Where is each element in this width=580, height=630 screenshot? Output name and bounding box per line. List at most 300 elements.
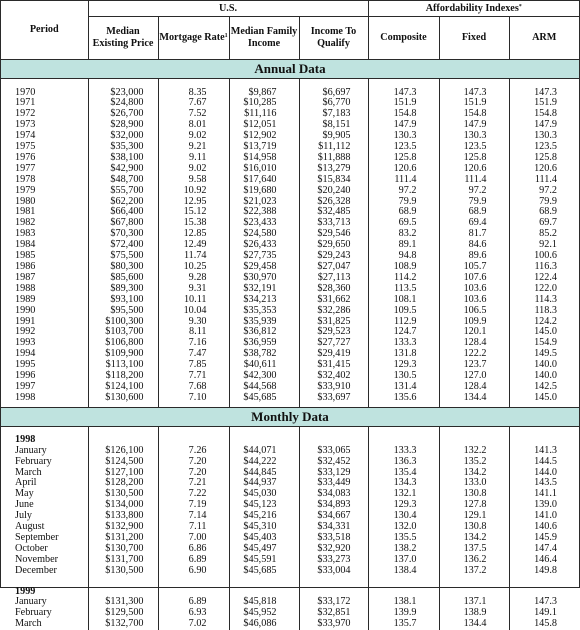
period-cell: May — [15, 488, 34, 500]
mortgage-rate-cell: 7.52 — [158, 109, 229, 120]
mortgage-rate-cell: 11.74 — [158, 251, 229, 262]
spacer-cell — [439, 426, 509, 435]
income-to-qualify-cell: $31,415 — [299, 360, 368, 371]
period-cell: December — [15, 564, 57, 576]
fixed-index-cell: 89.6 — [439, 251, 509, 262]
mortgage-rate-cell: 9.58 — [158, 175, 229, 186]
table-row — [1, 207, 579, 218]
mortgage-rate-cell: 7.14 — [158, 511, 229, 522]
median-family-income-cell: $45,403 — [229, 533, 299, 544]
income-to-qualify-cell: $13,279 — [299, 164, 368, 175]
empty-cell — [158, 587, 229, 598]
monthly-data-section-label: Monthly Data — [1, 407, 579, 426]
composite-index-cell: 154.8 — [368, 109, 439, 120]
table-row — [1, 164, 579, 175]
period-header: Period — [1, 1, 88, 59]
arm-index-cell: 68.9 — [509, 207, 579, 218]
table-row — [1, 120, 579, 131]
composite-index-cell: 131.8 — [368, 349, 439, 360]
median-family-income-cell: $11,116 — [229, 109, 299, 120]
table-row — [1, 597, 579, 608]
period-cell: 1978 — [15, 173, 36, 185]
period-cell: 1983 — [15, 228, 36, 240]
fixed-index-cell: 137.5 — [439, 544, 509, 555]
spacer-cell — [509, 577, 579, 587]
mortgage-rate-footnote-marker: 1 — [224, 32, 228, 39]
fixed-index-cell: 109.9 — [439, 317, 509, 328]
income-to-qualify-cell: $32,452 — [299, 457, 368, 468]
period-cell: 1974 — [15, 130, 36, 142]
arm-index-cell: 100.6 — [509, 251, 579, 262]
arm-index-header: ARM — [509, 16, 579, 59]
spacer-row — [1, 426, 579, 435]
composite-index-cell: 108.9 — [368, 262, 439, 273]
income-to-qualify-cell: $29,523 — [299, 327, 368, 338]
table-row — [1, 98, 579, 109]
arm-index-cell: 149.5 — [509, 349, 579, 360]
composite-index-cell: 134.3 — [368, 478, 439, 489]
spacer-cell — [509, 426, 579, 435]
income-to-qualify-cell: $34,893 — [299, 500, 368, 511]
composite-index-cell: 79.9 — [368, 197, 439, 208]
table-row — [1, 478, 579, 489]
mortgage-rate-cell: 12.95 — [158, 197, 229, 208]
median-family-income-cell: $30,970 — [229, 273, 299, 284]
fixed-index-cell: 128.4 — [439, 382, 509, 393]
median-family-income-cell: $32,191 — [229, 284, 299, 295]
income-to-qualify-cell: $11,112 — [299, 142, 368, 153]
period-cell: 1991 — [15, 315, 36, 327]
income-to-qualify-cell: $32,286 — [299, 306, 368, 317]
income-to-qualify-cell: $26,328 — [299, 197, 368, 208]
period-cell: 1971 — [15, 97, 36, 109]
fixed-index-cell: 103.6 — [439, 295, 509, 306]
arm-index-cell: 151.9 — [509, 98, 579, 109]
median-existing-price-cell: $131,200 — [88, 533, 158, 544]
period-cell: July — [15, 510, 32, 522]
table-row — [1, 88, 579, 99]
median-family-income-cell: $29,458 — [229, 262, 299, 273]
period-cell: September — [15, 531, 59, 543]
mortgage-rate-cell: 9.30 — [158, 317, 229, 328]
mortgage-rate-cell: 8.35 — [158, 88, 229, 99]
fixed-index-cell: 69.4 — [439, 218, 509, 229]
income-to-qualify-cell: $32,851 — [299, 608, 368, 619]
median-family-income-cell: $16,010 — [229, 164, 299, 175]
period-cell: 1979 — [15, 184, 36, 196]
composite-index-cell: 94.8 — [368, 251, 439, 262]
median-existing-price-cell: $24,800 — [88, 98, 158, 109]
period-cell: January — [15, 444, 47, 456]
income-to-qualify-cell: $33,910 — [299, 382, 368, 393]
median-family-income-cell: $12,051 — [229, 120, 299, 131]
table-row — [1, 186, 579, 197]
income-to-qualify-cell: $6,770 — [299, 98, 368, 109]
spacer-row — [1, 78, 579, 88]
composite-index-cell: 139.9 — [368, 608, 439, 619]
income-to-qualify-cell: $20,240 — [299, 186, 368, 197]
spacer-cell — [299, 426, 368, 435]
arm-index-cell: 116.3 — [509, 262, 579, 273]
median-family-income-cell: $45,818 — [229, 597, 299, 608]
median-existing-price-cell: $42,900 — [88, 164, 158, 175]
mortgage-rate-cell: 7.22 — [158, 489, 229, 500]
arm-index-cell: 141.1 — [509, 489, 579, 500]
arm-index-cell: 147.3 — [509, 597, 579, 608]
composite-index-cell: 129.3 — [368, 360, 439, 371]
median-existing-price-cell: $131,300 — [88, 597, 158, 608]
table-row — [1, 295, 579, 306]
median-existing-price-cell: $95,500 — [88, 306, 158, 317]
mortgage-rate-cell: 9.02 — [158, 164, 229, 175]
fixed-index-cell: 134.2 — [439, 533, 509, 544]
median-existing-price-cell: $62,200 — [88, 197, 158, 208]
median-existing-price-cell: $72,400 — [88, 240, 158, 251]
median-family-income-cell: $13,719 — [229, 142, 299, 153]
mortgage-rate-cell: 7.67 — [158, 98, 229, 109]
median-existing-price-cell: $103,700 — [88, 327, 158, 338]
arm-index-cell: 69.7 — [509, 218, 579, 229]
fixed-index-cell: 151.9 — [439, 98, 509, 109]
median-existing-price-cell: $28,900 — [88, 120, 158, 131]
median-family-income-cell: $14,958 — [229, 153, 299, 164]
composite-index-header: Composite — [368, 16, 439, 59]
fixed-index-cell: 125.8 — [439, 153, 509, 164]
composite-index-cell: 130.5 — [368, 371, 439, 382]
arm-index-cell: 145.0 — [509, 327, 579, 338]
fixed-index-cell: 129.1 — [439, 511, 509, 522]
median-existing-price-cell: $93,100 — [88, 295, 158, 306]
composite-index-cell: 111.4 — [368, 175, 439, 186]
median-existing-price-cell: $67,800 — [88, 218, 158, 229]
arm-index-cell: 130.3 — [509, 131, 579, 142]
empty-cell — [439, 587, 509, 598]
affordability-table — [1, 1, 579, 630]
mortgage-rate-cell: 6.93 — [158, 608, 229, 619]
period-cell: 1972 — [15, 108, 36, 120]
income-to-qualify-cell: $33,518 — [299, 533, 368, 544]
arm-index-cell: 144.0 — [509, 468, 579, 479]
income-to-qualify-header: Income To Qualify — [299, 16, 368, 59]
income-to-qualify-cell: $33,970 — [299, 619, 368, 630]
income-to-qualify-cell: $8,151 — [299, 120, 368, 131]
fixed-index-cell: 105.7 — [439, 262, 509, 273]
median-existing-price-cell: $132,700 — [88, 619, 158, 630]
composite-index-cell: 130.3 — [368, 131, 439, 142]
period-cell: 1984 — [15, 239, 36, 251]
fixed-index-cell: 147.9 — [439, 120, 509, 131]
period-cell: February — [15, 455, 52, 467]
table-row — [1, 197, 579, 208]
empty-cell — [299, 587, 368, 598]
period-cell: April — [15, 477, 37, 489]
mortgage-rate-cell: 9.11 — [158, 153, 229, 164]
table-row — [1, 522, 579, 533]
period-cell: 1998 — [15, 391, 36, 403]
arm-index-cell: 145.0 — [509, 393, 579, 404]
median-existing-price-cell: $127,100 — [88, 468, 158, 479]
fixed-index-cell: 134.4 — [439, 393, 509, 404]
arm-index-cell: 140.0 — [509, 371, 579, 382]
median-family-income-cell: $45,497 — [229, 544, 299, 555]
median-existing-price-cell: $132,900 — [88, 522, 158, 533]
table-row — [1, 371, 579, 382]
period-cell: 1977 — [15, 162, 36, 174]
mortgage-rate-cell: 9.02 — [158, 131, 229, 142]
fixed-index-cell: 133.0 — [439, 478, 509, 489]
period-cell: January — [15, 596, 47, 608]
income-to-qualify-cell: $6,697 — [299, 88, 368, 99]
mortgage-rate-cell: 7.20 — [158, 457, 229, 468]
composite-index-cell: 138.1 — [368, 597, 439, 608]
monthly-data-section — [1, 407, 579, 426]
arm-index-cell: 154.9 — [509, 338, 579, 349]
composite-index-cell: 124.7 — [368, 327, 439, 338]
table-row — [1, 555, 579, 566]
mortgage-rate-cell: 7.11 — [158, 522, 229, 533]
income-to-qualify-cell: $33,065 — [299, 446, 368, 457]
table-row — [1, 109, 579, 120]
mortgage-rate-cell: 6.86 — [158, 544, 229, 555]
mortgage-rate-cell: 12.85 — [158, 229, 229, 240]
arm-index-cell: 114.3 — [509, 295, 579, 306]
fixed-index-cell: 123.7 — [439, 360, 509, 371]
median-existing-price-cell: $131,700 — [88, 555, 158, 566]
mortgage-rate-cell: 10.92 — [158, 186, 229, 197]
composite-index-cell: 151.9 — [368, 98, 439, 109]
median-existing-price-cell: $80,300 — [88, 262, 158, 273]
table-row — [1, 317, 579, 328]
median-family-income-cell: $45,685 — [229, 393, 299, 404]
period-cell: 1996 — [15, 370, 36, 382]
median-existing-price-cell: $128,200 — [88, 478, 158, 489]
table-row — [1, 619, 579, 630]
table-row — [1, 229, 579, 240]
median-family-income-cell: $45,685 — [229, 566, 299, 577]
income-to-qualify-cell: $34,083 — [299, 489, 368, 500]
mortgage-rate-cell: 6.90 — [158, 566, 229, 577]
table-row — [1, 327, 579, 338]
arm-index-cell: 145.8 — [509, 619, 579, 630]
mortgage-rate-cell: 7.16 — [158, 338, 229, 349]
table-body — [1, 59, 579, 630]
arm-index-cell: 123.5 — [509, 142, 579, 153]
mortgage-rate-cell: 7.85 — [158, 360, 229, 371]
composite-index-cell: 120.6 — [368, 164, 439, 175]
composite-index-cell: 137.0 — [368, 555, 439, 566]
median-family-income-cell: $44,845 — [229, 468, 299, 479]
period-cell: 1986 — [15, 261, 36, 272]
median-existing-price-cell: $32,000 — [88, 131, 158, 142]
median-existing-price-cell: $85,600 — [88, 273, 158, 284]
period-cell: 1976 — [15, 151, 36, 163]
median-family-income-cell: $45,030 — [229, 489, 299, 500]
fixed-index-cell: 120.1 — [439, 327, 509, 338]
us-group-header: U.S. — [88, 1, 368, 16]
income-to-qualify-cell: $15,834 — [299, 175, 368, 186]
income-to-qualify-cell: $31,825 — [299, 317, 368, 328]
fixed-index-cell: 138.9 — [439, 608, 509, 619]
mortgage-rate-cell: 7.26 — [158, 446, 229, 457]
table-row — [1, 608, 579, 619]
mortgage-rate-cell: 7.71 — [158, 371, 229, 382]
period-cell: November — [15, 553, 58, 565]
table-row — [1, 284, 579, 295]
arm-index-cell: 143.5 — [509, 478, 579, 489]
table-row — [1, 500, 579, 511]
period-cell: 1993 — [15, 337, 36, 349]
year-heading-row — [1, 587, 579, 598]
arm-index-cell: 144.5 — [509, 457, 579, 468]
fixed-index-cell: 111.4 — [439, 175, 509, 186]
table-row — [1, 533, 579, 544]
composite-index-cell: 138.2 — [368, 544, 439, 555]
composite-index-cell: 135.5 — [368, 533, 439, 544]
composite-index-cell: 133.3 — [368, 338, 439, 349]
table-row — [1, 131, 579, 142]
composite-index-cell: 147.9 — [368, 120, 439, 131]
mortgage-rate-cell: 9.28 — [158, 273, 229, 284]
period-cell: March — [15, 466, 42, 478]
income-to-qualify-cell: $32,485 — [299, 207, 368, 218]
arm-index-cell: 111.4 — [509, 175, 579, 186]
composite-index-cell: 83.2 — [368, 229, 439, 240]
income-to-qualify-cell: $11,888 — [299, 153, 368, 164]
arm-index-cell: 147.4 — [509, 544, 579, 555]
arm-index-cell: 122.4 — [509, 273, 579, 284]
arm-index-cell: 140.6 — [509, 522, 579, 533]
composite-index-cell: 135.7 — [368, 619, 439, 630]
table-row — [1, 240, 579, 251]
mortgage-rate-cell: 7.21 — [158, 478, 229, 489]
table-row — [1, 566, 579, 577]
median-family-income-cell: $35,939 — [229, 317, 299, 328]
income-to-qualify-cell: $31,662 — [299, 295, 368, 306]
income-to-qualify-cell: $33,449 — [299, 478, 368, 489]
period-cell: 1992 — [15, 326, 36, 338]
median-family-income-cell: $45,216 — [229, 511, 299, 522]
median-family-income-cell: $45,310 — [229, 522, 299, 533]
composite-index-cell: 131.4 — [368, 382, 439, 393]
median-family-income-cell: $34,213 — [229, 295, 299, 306]
composite-index-cell: 89.1 — [368, 240, 439, 251]
median-existing-price-cell: $124,500 — [88, 457, 158, 468]
period-cell: 1982 — [15, 217, 36, 229]
median-existing-price-cell: $124,100 — [88, 382, 158, 393]
median-family-income-cell: $44,071 — [229, 446, 299, 457]
arm-index-cell: 124.2 — [509, 317, 579, 328]
table-row — [1, 511, 579, 522]
table-row — [1, 338, 579, 349]
composite-index-cell: 125.8 — [368, 153, 439, 164]
median-existing-price-cell: $23,000 — [88, 88, 158, 99]
composite-index-cell: 112.9 — [368, 317, 439, 328]
spacer-cell — [229, 577, 299, 587]
composite-index-cell: 135.4 — [368, 468, 439, 479]
arm-index-cell: 149.1 — [509, 608, 579, 619]
mortgage-rate-cell: 7.47 — [158, 349, 229, 360]
composite-index-cell: 133.3 — [368, 446, 439, 457]
fixed-index-cell: 107.6 — [439, 273, 509, 284]
arm-index-cell: 125.8 — [509, 153, 579, 164]
median-existing-price-cell: $133,800 — [88, 511, 158, 522]
table-row — [1, 142, 579, 153]
fixed-index-cell: 147.3 — [439, 88, 509, 99]
period-cell: 1985 — [15, 250, 36, 262]
spacer-cell — [299, 577, 368, 587]
fixed-index-cell: 134.4 — [439, 619, 509, 630]
fixed-index-cell: 130.8 — [439, 522, 509, 533]
arm-index-cell: 79.9 — [509, 197, 579, 208]
median-existing-price-cell: $126,100 — [88, 446, 158, 457]
mortgage-rate-cell: 6.89 — [158, 597, 229, 608]
composite-index-cell: 147.3 — [368, 88, 439, 99]
table-row — [1, 446, 579, 457]
composite-index-cell: 132.0 — [368, 522, 439, 533]
year-heading-row — [1, 435, 579, 446]
composite-index-cell: 130.4 — [368, 511, 439, 522]
median-existing-price-cell: $75,500 — [88, 251, 158, 262]
median-existing-price-cell: $134,000 — [88, 500, 158, 511]
period-cell: August — [15, 521, 45, 533]
table-row — [1, 468, 579, 479]
mortgage-rate-header: Mortgage Rate$^1$ — [158, 16, 229, 59]
affordability-footnote-marker: * — [518, 3, 522, 10]
spacer-cell — [88, 577, 158, 587]
median-family-income-cell: $36,812 — [229, 327, 299, 338]
period-cell: 1980 — [15, 195, 36, 207]
arm-index-cell: 154.8 — [509, 109, 579, 120]
median-family-income-header: Median Family Income — [229, 16, 299, 59]
median-family-income-cell: $24,580 — [229, 229, 299, 240]
table-row — [1, 382, 579, 393]
period-cell: 1987 — [15, 271, 36, 283]
income-to-qualify-cell: $32,920 — [299, 544, 368, 555]
mortgage-rate-cell: 7.02 — [158, 619, 229, 630]
fixed-index-cell: 127.0 — [439, 371, 509, 382]
income-to-qualify-cell: $33,004 — [299, 566, 368, 577]
fixed-index-cell: 135.2 — [439, 457, 509, 468]
median-family-income-cell: $36,959 — [229, 338, 299, 349]
period-cell: 1981 — [15, 206, 36, 218]
median-family-income-cell: $9,867 — [229, 88, 299, 99]
composite-index-cell: 97.2 — [368, 186, 439, 197]
income-to-qualify-cell: $33,697 — [299, 393, 368, 404]
median-existing-price-cell: $89,300 — [88, 284, 158, 295]
spacer-cell — [368, 577, 439, 587]
period-cell: 1997 — [15, 380, 36, 392]
empty-cell — [88, 587, 158, 598]
spacer-cell — [368, 426, 439, 435]
fixed-index-cell: 84.6 — [439, 240, 509, 251]
arm-index-cell: 141.3 — [509, 446, 579, 457]
income-to-qualify-cell: $33,273 — [299, 555, 368, 566]
arm-index-cell: 97.2 — [509, 186, 579, 197]
median-existing-price-cell: $113,100 — [88, 360, 158, 371]
fixed-index-cell: 106.5 — [439, 306, 509, 317]
arm-index-cell: 85.2 — [509, 229, 579, 240]
income-to-qualify-cell: $32,402 — [299, 371, 368, 382]
fixed-index-cell: 79.9 — [439, 197, 509, 208]
period-cell: 1970 — [15, 86, 36, 98]
median-existing-price-cell: $55,700 — [88, 186, 158, 197]
composite-index-cell: 138.4 — [368, 566, 439, 577]
median-family-income-cell: $22,388 — [229, 207, 299, 218]
median-family-income-cell: $45,952 — [229, 608, 299, 619]
table-row — [1, 262, 579, 273]
composite-index-cell: 69.5 — [368, 218, 439, 229]
spacer-cell — [88, 426, 158, 435]
